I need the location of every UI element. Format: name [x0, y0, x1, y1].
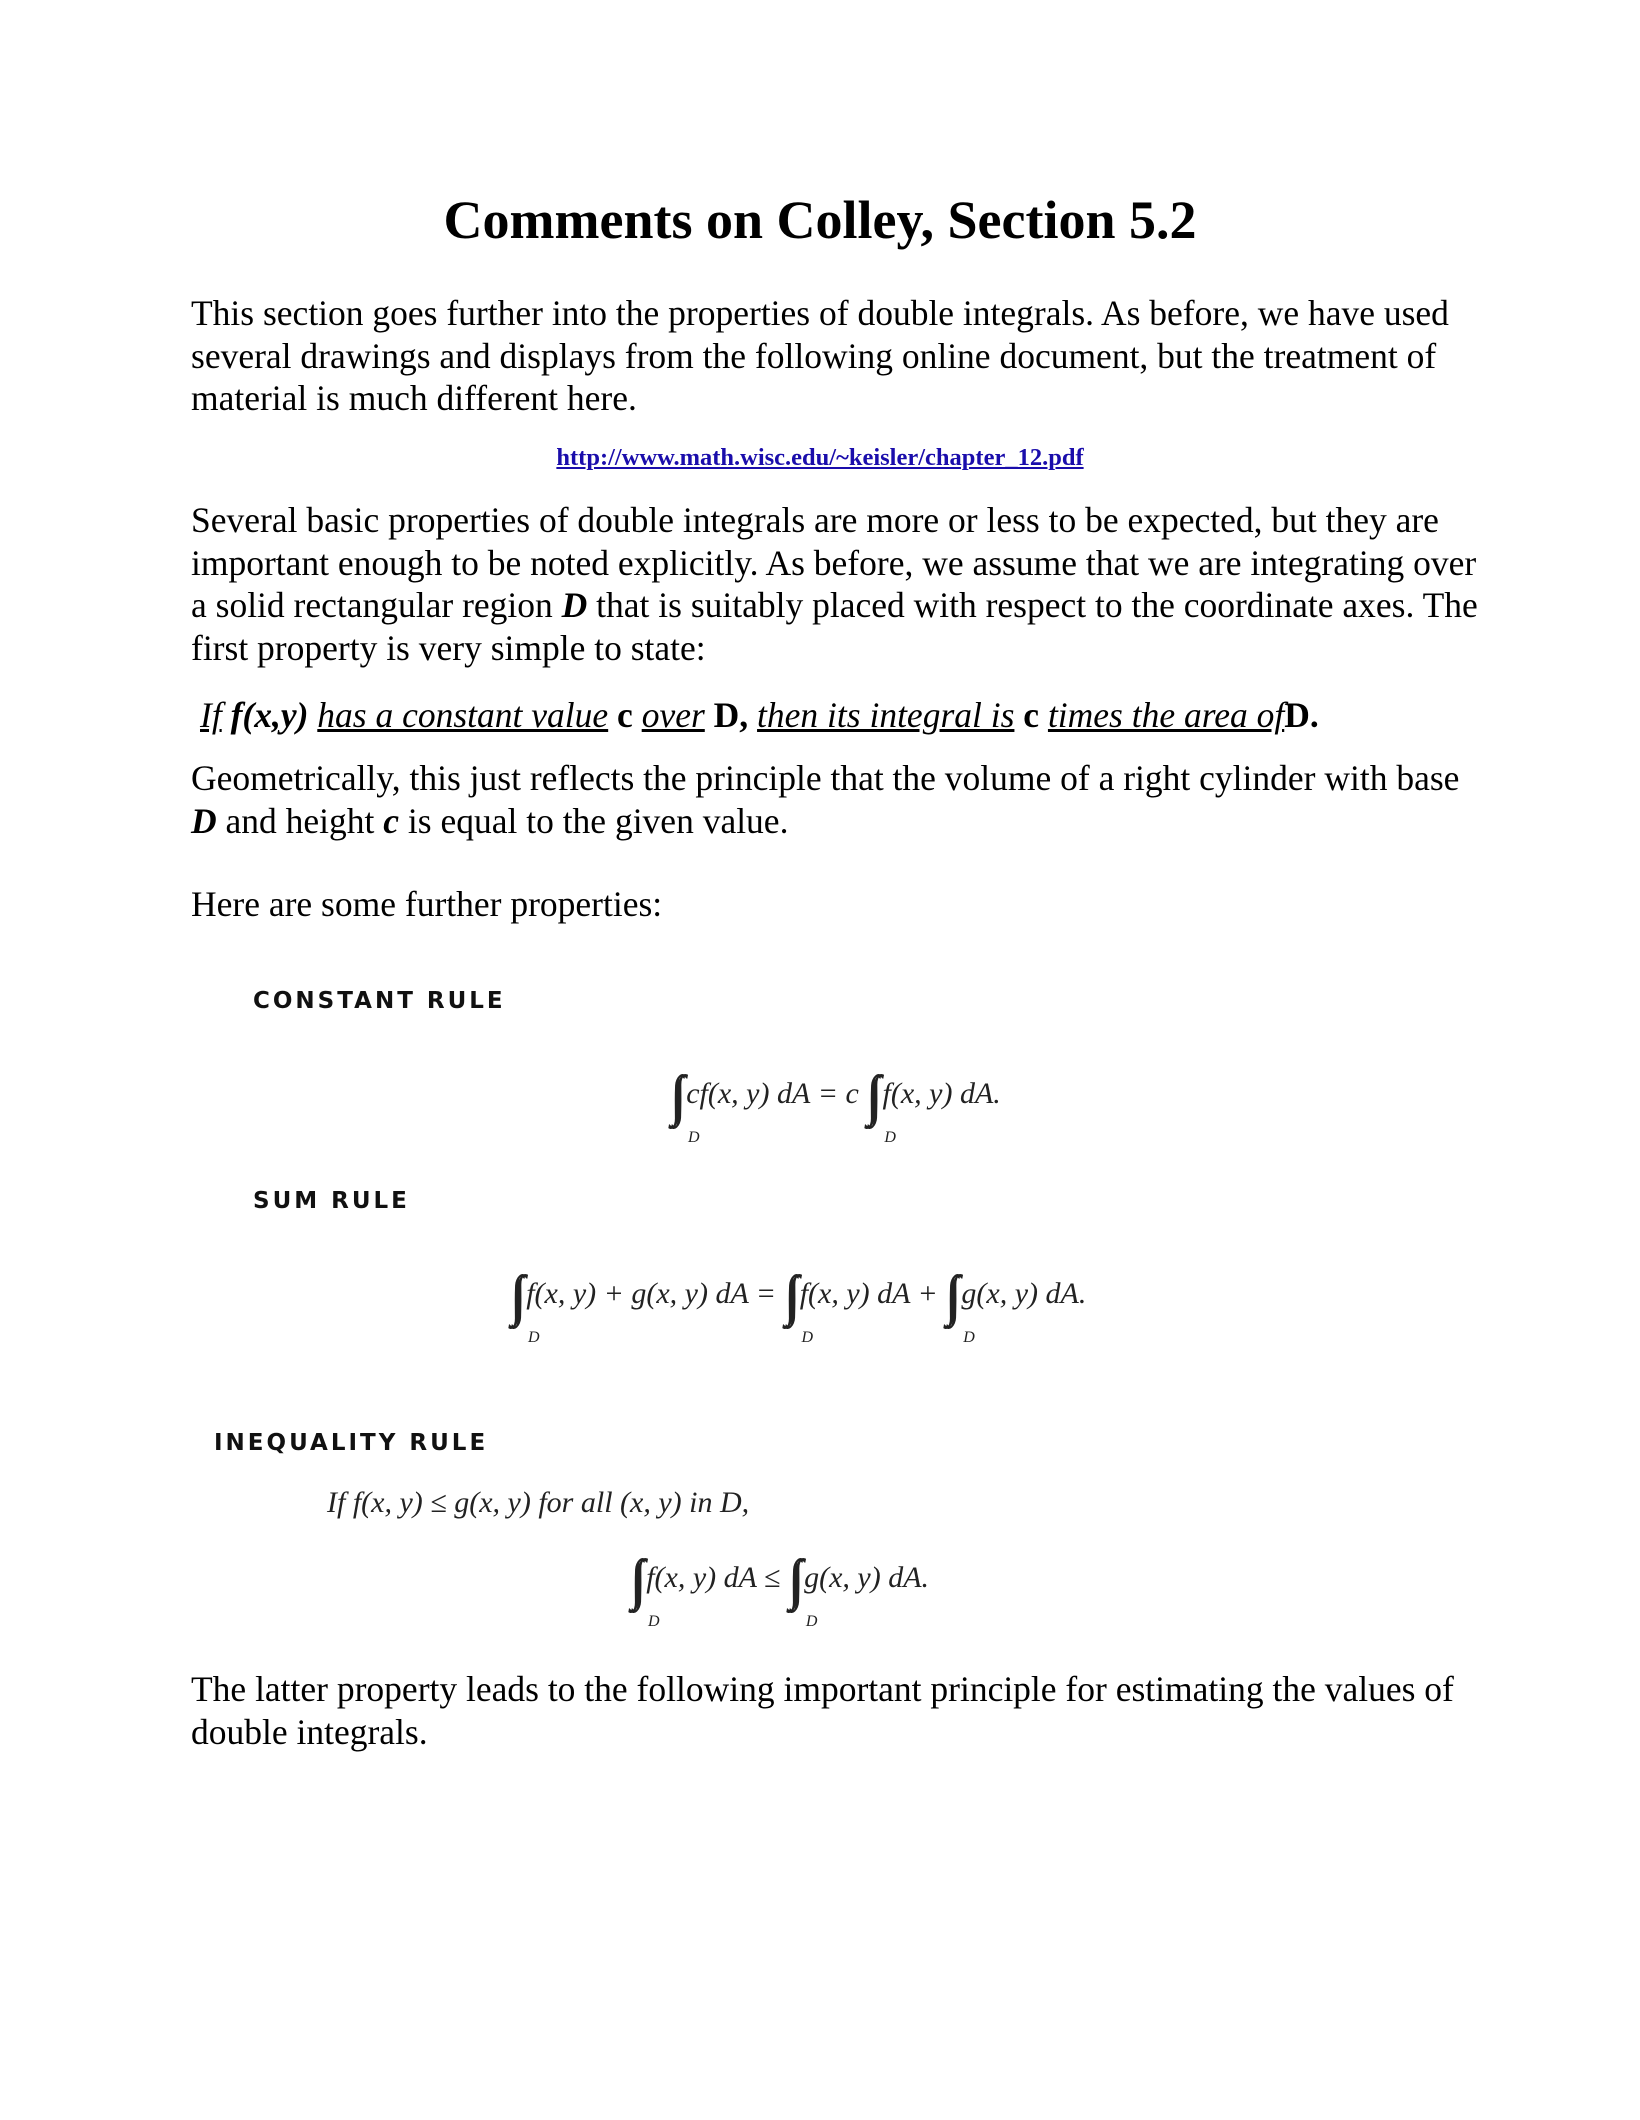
estimation-paragraph: The latter property leads to the following important principle for estimating the values of double integrals. — [191, 1669, 1454, 1752]
inequality-condition: If f(x, y) ≤ g(x, y) for all (x, y) in D, — [327, 1486, 750, 1519]
sum-rule-label: SUM RULE — [253, 1188, 410, 1214]
geometric-paragraph: Geometrically, this just reflects the principle that the volume of a right cylinder with base D and height c is equal to the given value. — [191, 758, 1460, 841]
double-integral-symbol: ∫∫ D — [510, 1265, 540, 1346]
double-integral-symbol: ∫∫ D — [867, 1065, 896, 1146]
double-integral-symbol: ∫∫ D — [670, 1065, 700, 1146]
intro-paragraph: This section goes further into the properties of double integrals. As before, we have used several drawings and displays from the following online document, but the treatment of material is much different here. — [191, 293, 1449, 418]
double-integral-symbol: ∫∫ D — [945, 1265, 975, 1346]
inequality-rule-label: INEQUALITY RULE — [214, 1430, 489, 1456]
double-integral-symbol: ∫∫ D — [630, 1549, 660, 1630]
inequality-rule-formula: ∫∫ D f(x, y) dA ≤ ∫∫ D g(x, y) dA. — [630, 1549, 930, 1630]
page-title: Comments on Colley, Section 5.2 — [443, 190, 1197, 250]
further-properties-intro: Here are some further properties: — [191, 884, 663, 924]
region-symbol: D — [561, 585, 588, 625]
sum-rule-formula: ∫∫ D f(x, y) + g(x, y) dA = ∫∫ D f(x, y) dA + ∫∫ D g(x, y) dA. — [510, 1265, 1087, 1346]
source-link-text[interactable]: http://www.math.wisc.edu/~keisler/chapter_12.pdf — [556, 444, 1084, 471]
first-property-statement: If f(x,y) has a constant value c over D, then its integral is c times the area ofD. — [200, 695, 1319, 735]
double-integral-symbol: ∫∫ D — [788, 1549, 818, 1630]
double-integral-symbol: ∫∫ D — [784, 1265, 814, 1346]
source-link[interactable] — [0, 443, 1640, 473]
constant-rule-formula: ∫∫ D cf(x, y) dA = c ∫∫ D f(x, y) dA. — [670, 1065, 1001, 1146]
basic-properties-paragraph: Several basic properties of double integrals are more or less to be expected, but they are important enough to be noted explicitly. As before, we assume that we are integrating over a solid rectangular region D that is suitably placed with respect to the coordinate axes. The first property is very simple to state: — [191, 500, 1478, 668]
constant-rule-label: CONSTANT RULE — [253, 988, 506, 1014]
